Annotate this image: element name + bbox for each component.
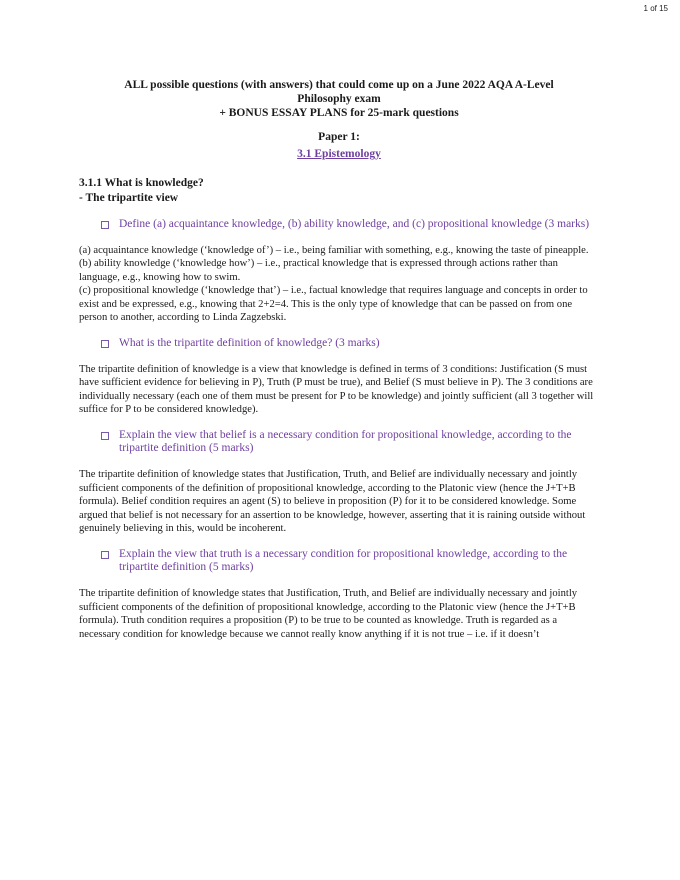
section-heading [79,176,599,206]
epistemology-link[interactable]: 3.1 Epistemology [297,148,381,160]
square-bullet-icon [101,221,109,229]
question-text: Explain the view that belief is a necessary condition for propositional knowledge, according to the tripartite definition (5 marks) [119,428,572,455]
question-item [79,548,599,575]
answer-block [79,587,599,641]
square-bullet-icon [101,551,109,559]
section-subtitle: - The tripartite view [79,192,179,204]
answer-block [79,468,599,536]
answer-block [79,363,599,417]
square-bullet-icon [101,432,109,440]
question-text: Explain the view that truth is a necessary condition for propositional knowledge, according to the tripartite definition (5 marks) [119,547,568,574]
question-text: What is the tripartite definition of knowledge? (3 marks) [119,337,380,350]
paper-header [79,130,599,162]
answer-paragraph: (c) propositional knowledge (‘knowledge that’) – i.e., factual knowledge that requires language and concepts in order to exist and be expressed, e.g., knowing that 2+2=4. This is the only type of knowledge that can be passed on from one person to another, according to Linda Zagzebski. [79,285,588,324]
answer-paragraph: The tripartite definition of knowledge is a view that knowledge is defined in terms of 3 conditions: Justification (S must have sufficient evidence for believing in P), Truth (P must be true), and Belief (S must believe in P). The 3 conditions are individually necessary (each one of them must be present for P to be knowledge) and jointly sufficient (all 3 together will suffice for P to be considered knowledge). [79,363,594,416]
page-counter: 1 of 15 [643,4,668,13]
answer-block [79,244,599,326]
answer-paragraph: (a) acquaintance knowledge (‘knowledge of’) – i.e., being familiar with something, e.g., knowing the taste of pineapple. [79,244,589,256]
document-body [79,78,599,641]
title-line: + BONUS ESSAY PLANS for 25-mark questions [219,107,459,119]
square-bullet-icon [101,340,109,348]
question-text: Define (a) acquaintance knowledge, (b) ability knowledge, and (c) propositional knowledge (3 marks) [119,218,590,230]
document-title [79,78,599,120]
title-line: Philosophy exam [297,93,381,105]
answer-paragraph: The tripartite definition of knowledge states that Justification, Truth, and Belief are individually necessary and jointly sufficient components of the definition of propositional knowledge, according to the Platonic view (hence the J+T+B formula). Truth condition requires a proposition (P) to be true to be counted as knowledge. Truth is regarded as a necessary condition for knowledge because we cannot really know anything if it is not true – i.e. if it doesn’t [79,587,578,640]
answer-paragraph: (b) ability knowledge (‘knowledge how’) – i.e., practical knowledge that is expressed through actions rather than language, e.g., knowing how to swim. [79,258,558,283]
answer-paragraph: The tripartite definition of knowledge states that Justification, Truth, and Belief are individually necessary and jointly sufficient components of the definition of propositional knowledge, according to the Platonic view (hence the J+T+B formula). Belief condition requires an agent (S) to believe in proposition (P) for it to be considered knowledge. Some argued that belief is not necessary for an assertion to be knowledge, however, asserting that it is raining outside without genuinely believing in this, would be incoherent. [79,468,586,535]
paper-title: Paper 1: [318,131,360,143]
title-line: ALL possible questions (with answers) that could come up on a June 2022 AQA A-Level [124,79,554,91]
section-title: 3.1.1 What is knowledge? [79,177,204,189]
question-item [79,429,599,456]
question-item [79,337,599,351]
question-item [79,218,599,232]
